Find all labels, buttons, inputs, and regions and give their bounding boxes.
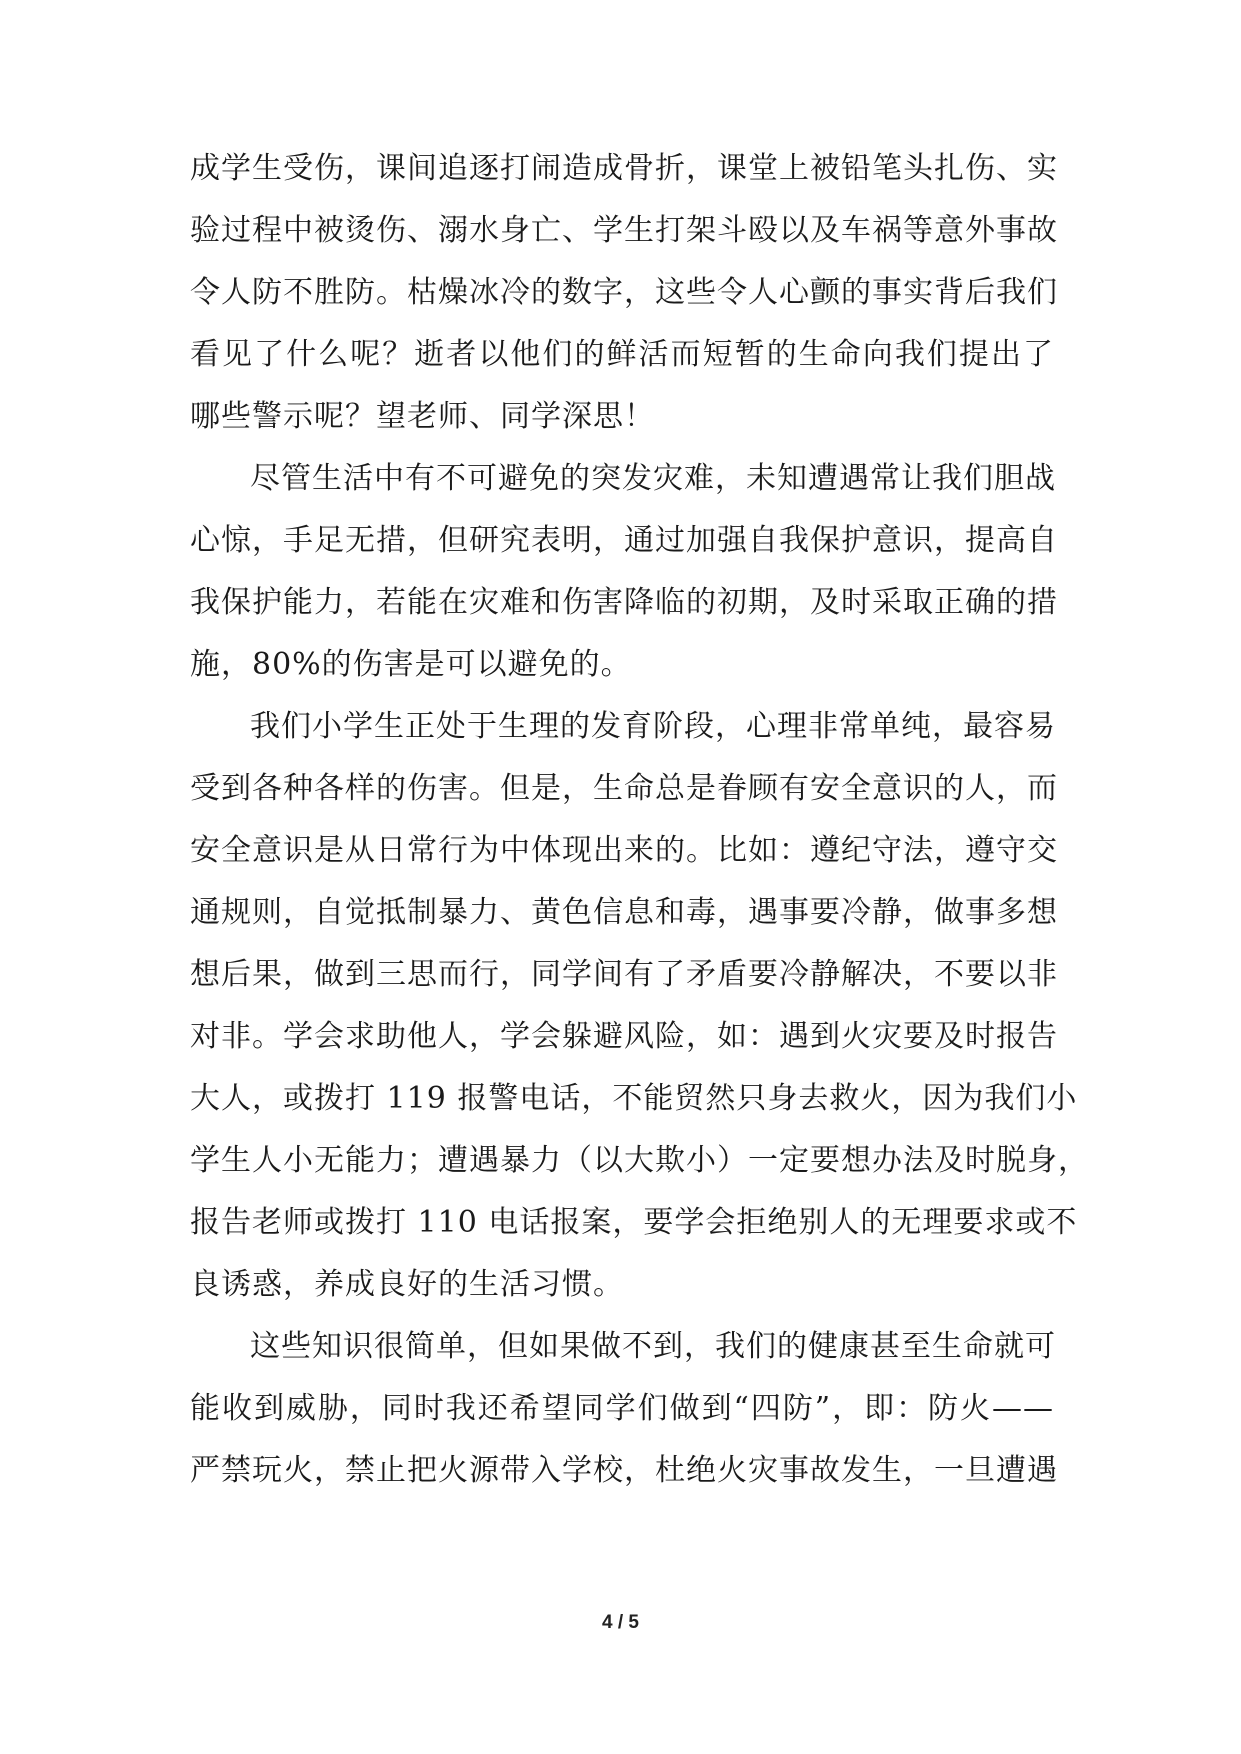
paragraph [190,448,1058,696]
text-line: 心惊，手足无措，但研究表明，通过加强自我保护意识，提高自 [190,523,1058,558]
text-line: 良诱惑，养成良好的生活习惯。 [190,1267,624,1302]
text-line: 对非。学会求助他人，学会躲避风险，如：遇到火灾要及时报告 [190,1019,1058,1054]
text-line: 学生人小无能力；遭遇暴力（以大欺小）一定要想办法及时脱身， [190,1143,1089,1178]
text-line: 这些知识很简单，但如果做不到，我们的健康甚至生命就可 [250,1329,1056,1364]
paragraph [190,696,1089,1316]
paragraph [190,138,1058,448]
text-line: 想后果，做到三思而行，同学间有了矛盾要冷静解决，不要以非 [190,957,1058,992]
text-line: 能收到威胁，同时我还希望同学们做到“四防”，即：防火—— [190,1391,1054,1426]
text-line: 尽管生活中有不可避免的突发灾难，未知遭遇常让我们胆战 [250,461,1056,496]
body-text [190,138,1089,1502]
text-line: 验过程中被烫伤、溺水身亡、学生打架斗殴以及车祸等意外事故 [190,213,1058,248]
text-line: 我保护能力，若能在灾难和伤害降临的初期，及时采取正确的措 [190,585,1058,620]
text-line: 令人防不胜防。枯燥冰冷的数字，这些令人心颤的事实背后我们 [190,275,1058,310]
text-line: 施，80%的伤害是可以避免的。 [190,647,632,682]
page-number: 4 / 5 [602,1612,639,1633]
text-line: 通规则，自觉抵制暴力、黄色信息和毒，遇事要冷静，做事多想 [190,895,1058,930]
text-line: 看见了什么呢？逝者以他们的鲜活而短暂的生命向我们提出了 [190,337,1054,372]
text-line: 受到各种各样的伤害。但是，生命总是眷顾有安全意识的人，而 [190,771,1058,806]
text-line: 报告老师或拨打 110 电话报案，要学会拒绝别人的无理要求或不 [190,1205,1078,1240]
paragraph [190,1316,1058,1502]
text-line: 哪些警示呢？望老师、同学深思！ [190,399,655,434]
text-line: 严禁玩火，禁止把火源带入学校，杜绝火灾事故发生，一旦遭遇 [190,1453,1058,1488]
text-line: 我们小学生正处于生理的发育阶段，心理非常单纯，最容易 [250,709,1056,744]
text-line: 安全意识是从日常行为中体现出来的。比如：遵纪守法，遵守交 [190,833,1058,868]
text-line: 大人，或拨打 119 报警电话，不能贸然只身去救火，因为我们小 [190,1081,1078,1116]
text-line: 成学生受伤，课间追逐打闹造成骨折，课堂上被铅笔头扎伤、实 [190,151,1058,186]
